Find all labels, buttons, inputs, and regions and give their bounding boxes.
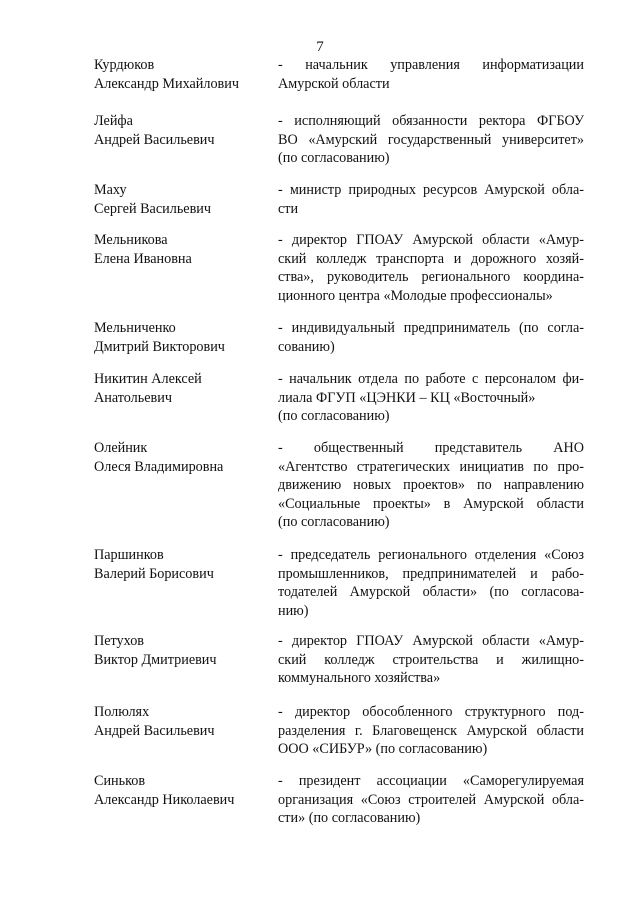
member-surname: Лейфа xyxy=(94,113,133,129)
member-surname: Полюлях xyxy=(94,704,150,720)
member-given-names: Анатольевич xyxy=(94,389,172,406)
role-line: ский колледж транспорта и дорожного хозяй- xyxy=(278,250,584,267)
member-surname: Мельникова xyxy=(94,232,168,248)
role-line: «Агентство стратегических инициатив по про- xyxy=(278,458,584,475)
role-line: тодателей Амурской области» (по согласова- xyxy=(278,584,584,600)
role-line: «Социальные проекты» в Амурской области xyxy=(278,495,584,512)
member-role xyxy=(278,231,584,305)
role-line: ционного центра «Молодые профессионалы» xyxy=(278,287,553,304)
role-line: - начальник отдела по работе с персоналом фи- xyxy=(278,371,584,387)
role-line: - общественный представитель АНО xyxy=(278,440,584,456)
member-name xyxy=(94,112,274,149)
role-line: (по согласованию) xyxy=(278,514,390,530)
role-line: - министр природных ресурсов Амурской обла- xyxy=(278,182,584,198)
role-line: ский колледж строительства и жилищно- xyxy=(278,651,584,668)
member-name xyxy=(94,772,274,809)
member-given-names: Сергей Васильевич xyxy=(94,200,212,217)
member-role xyxy=(278,56,584,93)
member-given-names: Виктор Дмитриевич xyxy=(94,651,217,668)
member-surname: Маху xyxy=(94,182,127,198)
member-surname: Петухов xyxy=(94,633,144,649)
member-role xyxy=(278,112,584,168)
role-line: лиала ФГУП «ЦЭНКИ – КЦ «Восточный» xyxy=(278,389,536,406)
member-name xyxy=(94,319,274,356)
role-line: Амурской области xyxy=(278,75,390,92)
role-line: - директор обособленного структурного под- xyxy=(278,704,584,720)
role-line: ООО «СИБУР» (по согласованию) xyxy=(278,741,488,757)
role-line: коммунального хозяйства» xyxy=(278,670,441,686)
member-role xyxy=(278,319,584,356)
role-line: - директор ГПОАУ Амурской области «Амур- xyxy=(278,232,584,248)
role-line: разделения г. Благовещенск Амурской области xyxy=(278,722,584,739)
role-line: сти xyxy=(278,200,299,217)
member-surname: Синьков xyxy=(94,773,146,789)
role-line: нию) xyxy=(278,602,309,619)
member-name xyxy=(94,439,274,476)
member-given-names: Олеся Владимировна xyxy=(94,458,224,475)
member-surname: Паршинков xyxy=(94,547,164,563)
role-line: - начальник управления информатизации xyxy=(278,57,584,73)
member-given-names: Александр Михайлович xyxy=(94,75,239,92)
member-role xyxy=(278,546,584,620)
member-given-names: Андрей Васильевич xyxy=(94,722,215,739)
page-number: 7 xyxy=(316,39,324,55)
member-given-names: Елена Ивановна xyxy=(94,250,192,267)
role-line: движению новых проектов» по направлению xyxy=(278,477,584,493)
role-line: - директор ГПОАУ Амурской области «Амур- xyxy=(278,633,584,649)
member-name xyxy=(94,632,274,669)
member-name xyxy=(94,370,274,407)
role-line: сованию) xyxy=(278,338,335,355)
member-role xyxy=(278,439,584,532)
role-line: ства», руководитель регионального координа- xyxy=(278,269,584,285)
member-name xyxy=(94,703,274,740)
role-line: организация «Союз строителей Амурской обла- xyxy=(278,791,584,808)
member-surname: Мельниченко xyxy=(94,320,176,336)
role-line: сти» (по согласованию) xyxy=(278,810,421,826)
member-given-names: Валерий Борисович xyxy=(94,565,214,582)
role-line: промышленников, предпринимателей и рабо- xyxy=(278,565,584,582)
member-surname: Олейник xyxy=(94,440,148,456)
role-line: (по согласованию) xyxy=(278,408,390,424)
member-name xyxy=(94,546,274,583)
member-given-names: Александр Николаевич xyxy=(94,791,235,808)
member-given-names: Андрей Васильевич xyxy=(94,131,215,148)
member-role xyxy=(278,181,584,218)
member-name xyxy=(94,181,274,218)
member-given-names: Дмитрий Викторович xyxy=(94,338,225,355)
role-line: - исполняющий обязанности ректора ФГБОУ xyxy=(278,113,584,129)
member-surname: Курдюков xyxy=(94,57,155,73)
member-name xyxy=(94,231,274,268)
member-surname: Никитин Алексей xyxy=(94,371,202,387)
member-role xyxy=(278,703,584,759)
role-line: ВО «Амурский государственный университет» xyxy=(278,131,584,148)
role-line: - индивидуальный предприниматель (по согла- xyxy=(278,320,584,336)
member-name xyxy=(94,56,274,93)
member-role xyxy=(278,370,584,426)
role-line: - президент ассоциации «Саморегулируемая xyxy=(278,773,584,789)
member-role xyxy=(278,632,584,688)
role-line: (по согласованию) xyxy=(278,150,390,166)
member-role xyxy=(278,772,584,828)
role-line: - председатель регионального отделения «Союз xyxy=(278,547,584,563)
